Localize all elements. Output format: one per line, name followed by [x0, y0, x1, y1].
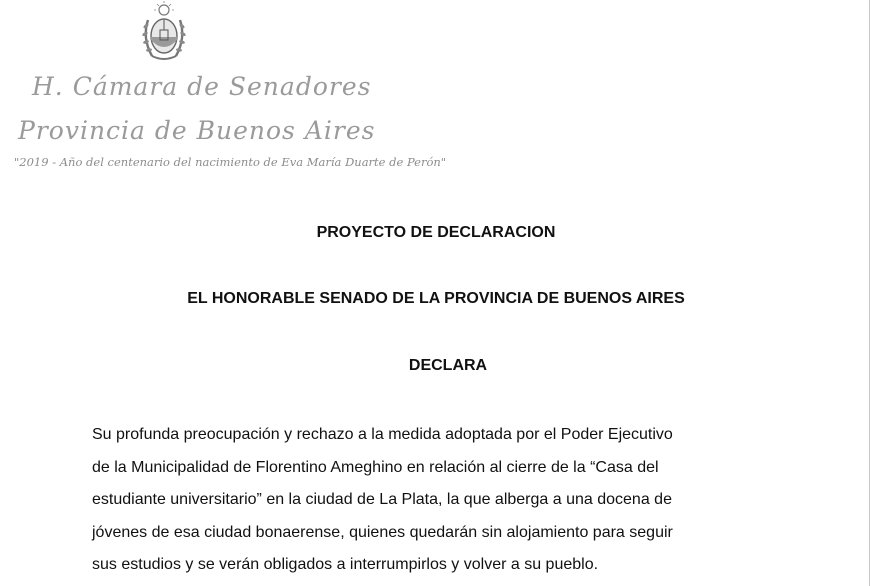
document-declares: DECLARA — [408, 357, 488, 374]
body-line: jóvenes de esa ciudad bonaerense, quienes quedarán sin alojamiento para seguir — [92, 523, 673, 541]
body-line: Su profunda preocupación y rechazo a la medida adoptada por el Poder Ejecutivo — [92, 426, 673, 443]
body-line: sus estudios y se verán obligados a interrumpirlos y volver a su pueblo. — [92, 556, 599, 573]
letterhead-motto: "2019 - Año del centenario del nacimiento de Eva María Duarte de Perón" — [14, 155, 447, 169]
body-line: de la Municipalidad de Florentino Ameghino en relación al cierre de la “Casa del — [92, 458, 659, 476]
letterhead-chamber-name: H. Cámara de Senadores — [32, 72, 372, 101]
coat-of-arms-icon — [138, 0, 190, 64]
document-title: PROYECTO DE DECLARACION — [316, 224, 556, 241]
body-line: estudiante universitario” en la ciudad de La Plata, la que alberga a una docena de — [92, 491, 672, 508]
declaration-body — [92, 419, 732, 582]
letterhead-province-name: Provincia de Buenos Aires — [18, 116, 376, 145]
document-issuer: EL HONORABLE SENADO DE LA PROVINCIA DE BUENOS AIRES — [187, 290, 685, 307]
